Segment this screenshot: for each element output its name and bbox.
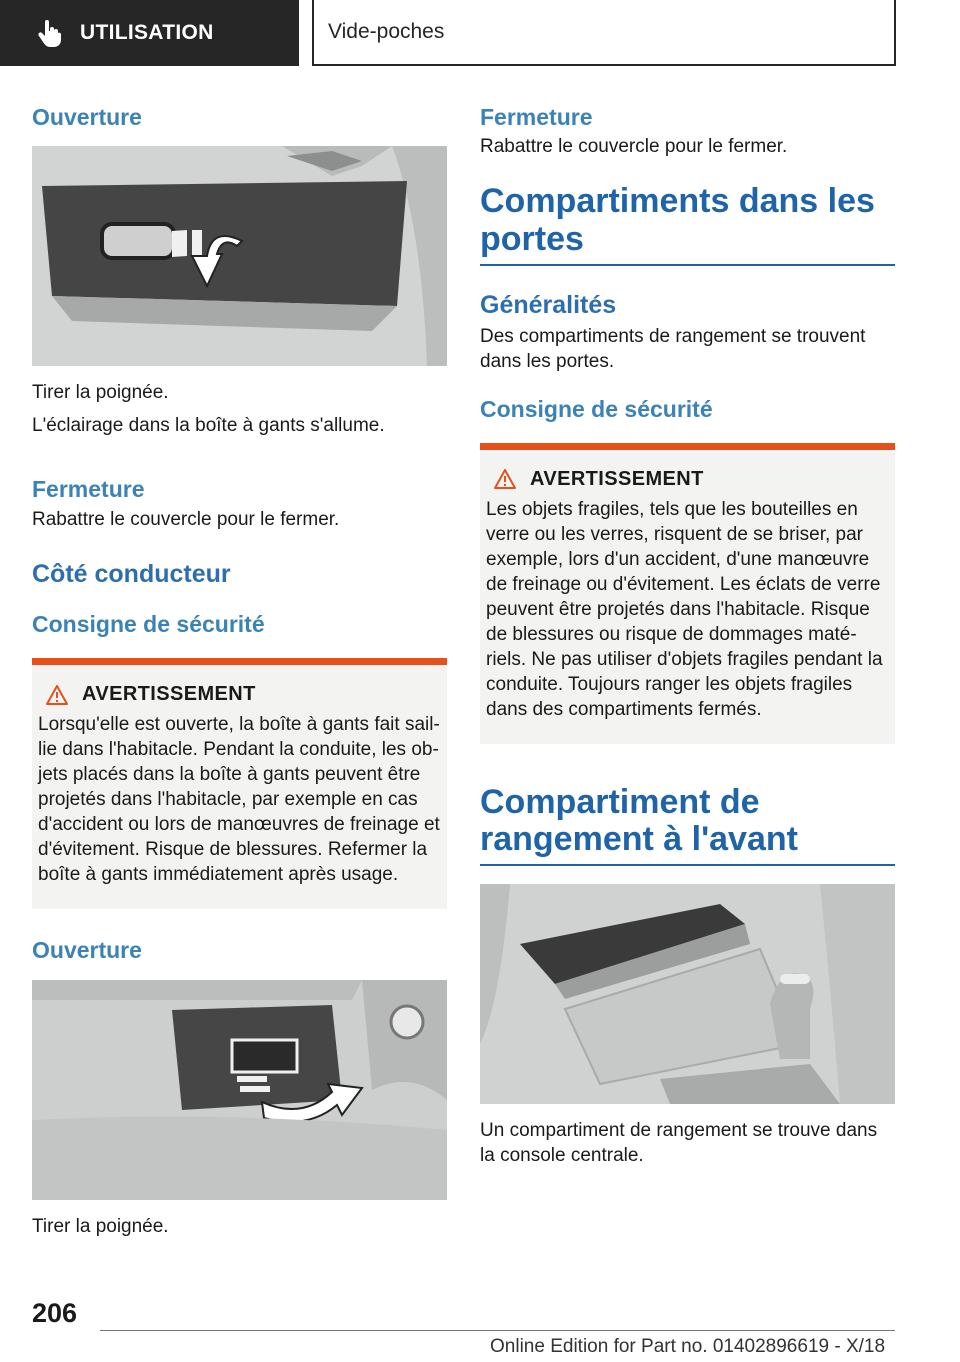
paragraph: Un compartiment de rangement se trouve dans la console centrale. bbox=[480, 1120, 878, 1167]
paragraph: Tirer la poignée. bbox=[32, 1215, 169, 1237]
warning-title: AVERTISSEMENT bbox=[530, 467, 704, 490]
warning-text: Lorsqu'elle est ouverte, la boîte à gants fait sail-lie dans l'habitacle. Pendant la conduite, les ob-jets placés dans la boîte à gants peuvent être projetés dans l'habitacle, par exemple en cas d'accident ou lors de manœuvres de freinage et d'évitement. Risque de blessures. Refermer la boîte à gants immédiatement après usage. bbox=[38, 714, 440, 886]
page-number: 206 bbox=[32, 1298, 78, 1328]
paragraph: Des compartiments de rangement se trouvent dans les portes. bbox=[480, 326, 866, 373]
paragraph: Rabattre le couvercle pour le fermer. bbox=[480, 136, 788, 158]
warning-box bbox=[32, 658, 447, 909]
chapter-header bbox=[312, 0, 896, 66]
footer-divider bbox=[100, 1330, 895, 1331]
warning-triangle-icon bbox=[46, 685, 68, 705]
heading-general: Généralités bbox=[480, 291, 617, 320]
left-column bbox=[32, 100, 447, 1239]
glovebox-figure bbox=[32, 146, 447, 366]
paragraph: Rabattre le couvercle pour le fermer. bbox=[32, 508, 340, 530]
heading-safety: Consigne de sécurité bbox=[32, 610, 265, 637]
warning-box bbox=[480, 443, 895, 744]
paragraph: Tirer la poignée. bbox=[32, 382, 169, 404]
right-column bbox=[480, 100, 895, 1168]
heading-driver-side: Côté conducteur bbox=[32, 559, 231, 588]
hand-pointer-icon bbox=[34, 18, 64, 48]
warning-text: Les objets fragiles, tels que les bouteilles en verre ou les verres, risquent de se briser, par exemple, lors d'un accident, d'une manœuvre de freinage ou d'évitement. Les éclats de verre peuvent être projetés dans l'habitacle. Risque de blessures ou risque de dommages maté-riels. Ne pas utiliser d'objets fragiles pendant la conduite. Toujours ranger les objets fragiles dans des compartiments fermés. bbox=[486, 498, 883, 720]
warning-triangle-icon bbox=[494, 469, 516, 489]
driver-compartment-figure bbox=[32, 980, 447, 1200]
chapter-title: Vide-poches bbox=[328, 20, 445, 43]
heading-front-compartment: Compartiment de rangement à l'avant bbox=[480, 784, 895, 867]
heading-opening: Ouverture bbox=[32, 937, 142, 964]
heading-safety: Consigne de sécurité bbox=[480, 396, 713, 423]
heading-closing: Fermeture bbox=[32, 476, 145, 503]
footer-edition: Online Edition for Part no. 01402896619 - X/18 bbox=[490, 1336, 886, 1357]
section-title: UTILISATION bbox=[80, 21, 214, 44]
paragraph: L'éclairage dans la boîte à gants s'allume. bbox=[32, 415, 385, 437]
heading-opening: Ouverture bbox=[32, 104, 142, 130]
center-console-figure bbox=[480, 884, 895, 1104]
heading-door-compartments: Compartiments dans les portes bbox=[480, 183, 895, 266]
warning-title: AVERTISSEMENT bbox=[82, 683, 256, 706]
section-tab bbox=[0, 0, 299, 66]
heading-closing: Fermeture bbox=[480, 104, 593, 130]
